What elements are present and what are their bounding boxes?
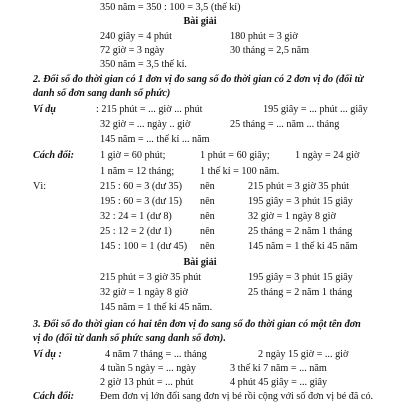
example-line: 4 phút 45 giây = ... giây bbox=[230, 377, 328, 388]
example-line: 2 giờ 13 phút = ... phút bbox=[100, 377, 194, 388]
so-word: nên bbox=[200, 196, 215, 207]
result-line: 72 giờ = 3 ngày bbox=[100, 45, 165, 56]
so-word: nên bbox=[200, 241, 215, 252]
calc-line: 32 : 24 = 1 (dư 8) bbox=[100, 211, 172, 222]
answer-line: 25 tháng = 2 năm 1 tháng bbox=[248, 287, 353, 298]
answer-line: 145 năm = 1 thế kỉ 45 năm. bbox=[100, 302, 213, 313]
example-line: 32 giờ = ... ngày .. giờ bbox=[100, 119, 191, 130]
method-label: Cách đổi: bbox=[33, 150, 75, 161]
calc-line: 145 : 100 = 1 (dư 45) bbox=[100, 241, 188, 252]
calc-result: 25 tháng = 2 năm 1 tháng bbox=[248, 226, 353, 237]
method-line: 1 năm = 12 tháng; bbox=[100, 166, 175, 177]
section-3-title-cont: vị đo (đổi từ danh số phức sang danh số đơn). bbox=[33, 333, 226, 344]
calc-line: 215 : 60 = 3 (dư 35) bbox=[100, 181, 183, 192]
example-line: 4 năm 7 tháng = ... tháng bbox=[105, 349, 207, 360]
so-word: nên bbox=[200, 211, 215, 222]
answer-line: 32 giờ = 1 ngày 8 giờ bbox=[100, 287, 188, 298]
method-line: Đem đơn vị lớn đổi sang đơn vị bé rồi cộng với số đơn vị bé đã có. bbox=[100, 391, 374, 402]
calc-result: 145 năm = 1 thế kỉ 45 năm bbox=[248, 241, 358, 252]
method-line: 1 ngày = 24 giờ bbox=[295, 150, 360, 161]
result-line: 240 giây = 4 phút bbox=[100, 31, 172, 42]
result-line: 30 tháng = 2,5 năm bbox=[230, 45, 310, 56]
section-3-title: 3. Đổi số đo thời gian có hai tên đơn vị đo sang số đo thời gian có một tên đơn bbox=[33, 319, 361, 330]
calc-line: 25 : 12 = 2 (dư 1) bbox=[100, 226, 172, 237]
calc-result: 32 giờ = 1 ngày 8 giờ bbox=[248, 211, 336, 222]
result-line: 180 phút = 3 giờ bbox=[230, 31, 298, 42]
example-line: : 215 phút = ... giờ ... phút bbox=[96, 104, 203, 115]
result-line: 350 năm = 350 : 100 = 3,5 (thế kỉ) bbox=[100, 2, 241, 13]
so-word: nên bbox=[200, 226, 215, 237]
example-line: 195 giây = ... phút ... giây bbox=[263, 104, 368, 115]
example-line: 145 năm = ... thế kỉ ... năm bbox=[100, 134, 210, 145]
heading-bai-giai: Bài giải bbox=[183, 16, 217, 27]
example-line: 2 ngày 15 giờ = ... giờ bbox=[258, 349, 349, 360]
so-word: nên bbox=[200, 181, 215, 192]
example-label: Ví dụ : bbox=[33, 349, 62, 360]
example-line: 4 tuần 5 ngày = ... ngày bbox=[100, 363, 197, 374]
calc-result: 215 phút = 3 giờ 35 phút bbox=[248, 181, 350, 192]
example-label: Ví dụ bbox=[33, 104, 56, 115]
example-line: 3 thế kỉ 7 năm = ... năm bbox=[230, 363, 327, 374]
method-line: 1 thế kỉ = 100 năm. bbox=[200, 166, 280, 177]
answer-line: 215 phút = 3 giờ 35 phút bbox=[100, 272, 202, 283]
section-2-title: 2. Đổi số đo thời gian có 1 đơn vị đo sang số đo thời gian có 2 đơn vị đo (đổi từ bbox=[33, 74, 364, 85]
calc-result: 195 giây = 3 phút 15 giây bbox=[248, 196, 353, 207]
because-label: Vì: bbox=[33, 181, 47, 192]
method-line: 1 phút = 60 giây; bbox=[200, 150, 270, 161]
answer-line: 195 giây = 3 phút 15 giây bbox=[248, 272, 353, 283]
section-2-title-cont: danh số đơn sang danh số phức) bbox=[33, 88, 171, 99]
heading-bai-giai: Bài giải bbox=[183, 257, 217, 268]
example-line: 25 tháng = ... năm ... tháng bbox=[230, 119, 340, 130]
calc-line: 195 : 60 = 3 (dư 15) bbox=[100, 196, 183, 207]
method-label: Cách đổi: bbox=[33, 391, 75, 402]
method-line: 1 giờ = 60 phút; bbox=[100, 150, 166, 161]
result-line: 350 năm = 3,5 thế kỉ. bbox=[100, 59, 187, 70]
